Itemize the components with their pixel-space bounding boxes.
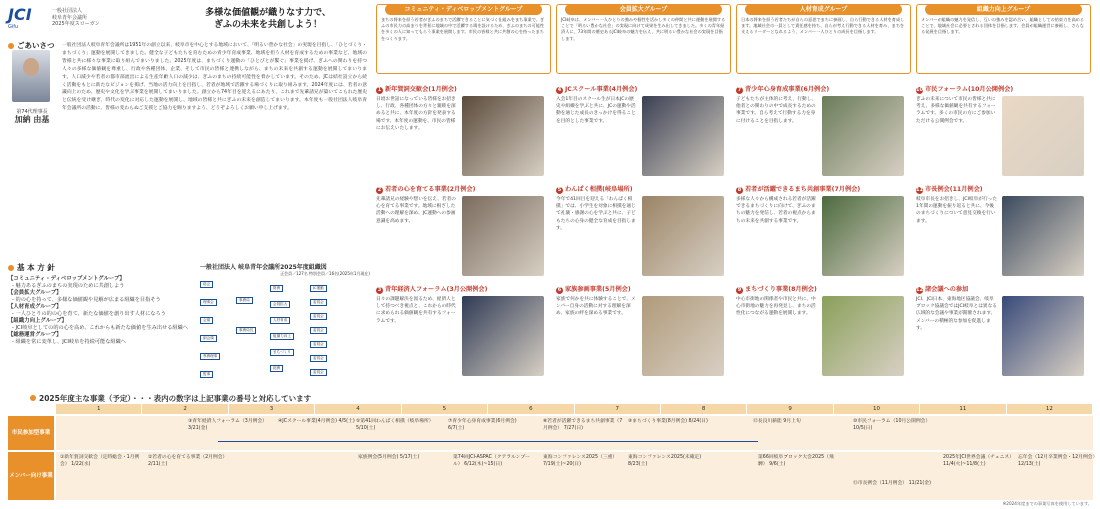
event-number-badge: 11 (916, 187, 923, 193)
event-number-badge: 9 (737, 287, 742, 293)
group-text: まちの将来を担う若者がぎふのまちで活躍できることに気づく仕組みをまち事業で。ぎふの市民力の高まりを背景に地域の中で活躍する場を設けるため、ぎふのまちの可能性を多くの人に知ってもらう事業を展開します。市民の皆様と共に共創の心を持ったまちをつくります。 (381, 17, 545, 41)
event-number-badge: 6 (557, 287, 562, 293)
org-chart-box: 委員会 (310, 327, 327, 334)
policy-item-heading: 【会員拡大グループ】 (8, 290, 62, 296)
event-photo (642, 96, 724, 176)
org-chart-box: 財務 (270, 285, 283, 292)
citizen-event: ④JCスクール事業(4月例会) 4/5(土) (278, 419, 355, 424)
policy-item (8, 276, 188, 290)
org-chart-box: 副会頭 (200, 335, 217, 342)
month-header: 11 (920, 404, 1006, 414)
logo-subtitle: Gifu (8, 24, 19, 30)
event-card-text: 家族で何かを共に体験することで、メンバー自身の活動に対する理解を深め、家族の絆を深める事業です。 (556, 297, 636, 317)
greeting-title: ごあいさつ (8, 40, 55, 51)
org-chart-box: まちづくり (270, 349, 294, 356)
event-card-title (556, 186, 724, 194)
policy-item-heading: 【人材育成グループ】 (8, 304, 62, 310)
org-chart-box: 委員会 (310, 313, 327, 320)
org-chart-box: 監事 (200, 371, 213, 378)
policy-item-heading: 【コミュニティ・ディベロップメントグループ】 (8, 276, 125, 282)
event-card-text: 日々の課題解決を図るため、経済人として持つべき視点と、これからの時代に求められる価値観を共有するフォーラムです。 (376, 297, 456, 324)
event-number-badge: 10 (916, 87, 923, 93)
event-card (556, 86, 724, 182)
org-chart-title: 一般社団法人 岐阜青年会議所2025年度組織図 (200, 264, 327, 271)
policy-item-text: - 的の心を持って、多様な価値観や見解が広まる組織を目指そう (12, 297, 161, 303)
org-chart-box: 委員会 (310, 355, 327, 362)
row-citizen: 市民参加型事業 (8, 416, 54, 450)
org-name: 一般社団法人 岐阜青年会議所 2025年度スローガン (52, 8, 100, 27)
event-title-text: 市長例会(11月例会) (925, 186, 983, 193)
group-title: コミュニティ・ディベロップメントグループ (385, 4, 542, 15)
member-event: 東海コンファレンス2025（三重） 7/19(土)~20(日) (543, 455, 618, 467)
month-header: 4 (315, 404, 401, 414)
org-chart-box: 委員会 (310, 341, 327, 348)
citizen-event: ⑧若者が活躍できるまち共創事業（7月例会） 7/27(日) (543, 419, 623, 431)
president-photo (12, 50, 50, 102)
citizen-event: ⑨まちづくり事業(8月例会) 8/24(日) (628, 419, 708, 424)
event-card-title (736, 186, 904, 194)
group-panel (916, 4, 1091, 74)
event-card (556, 286, 724, 382)
jci-logo: JCI (8, 5, 32, 24)
event-photo (822, 196, 904, 276)
event-number-badge: 5 (557, 187, 562, 193)
event-card (556, 186, 724, 282)
header (8, 5, 368, 37)
group-text: JCI岐阜は、メンバー一人ひとりの強みや個性を活かし多くの仲間と共に運動を展開することで「明るい豊かな社会」の実現に向けて成果を生み出してきました。多くの青年経済人に、73年間の歴史あるJCI岐阜の魅力を伝え、共に明るい豊かな社会の実現を目指します。 (561, 17, 726, 41)
schedule (8, 393, 1098, 503)
event-card-title (736, 286, 904, 294)
group-title: 組織力向上グループ (925, 4, 1082, 15)
org-chart (200, 262, 370, 382)
event-title-text: JCスクール事業(4月例会) (565, 86, 638, 93)
member-event: ②若者の心を育てる事業（2月例会） 2/11(土) (148, 455, 228, 467)
event-number-badge: 7 (737, 87, 742, 93)
org-chart-box: 会頭 (200, 317, 213, 324)
citizen-event: ③青年経済人フォーラム（3月例会） 3/21(金) (188, 419, 268, 431)
policy-item-text: - JCI岐阜としての的の心を高め、これからも新たな価値を生み出せる組織へ (12, 325, 188, 331)
policy-item (8, 304, 188, 318)
month-header: 8 (661, 404, 747, 414)
group-panel (556, 4, 731, 74)
policy-item-text: - 一人ひとりの的の心を育て、新たな価値を創り出す人材になろう (12, 311, 166, 317)
event-card-title (916, 86, 1084, 94)
policy-item-heading: 【総務運営グループ】 (8, 332, 62, 338)
event-number-badge: 8 (737, 187, 742, 193)
event-photo (642, 196, 724, 276)
president-name: 第74代理事長 加納 由基 (14, 109, 50, 124)
group-title: 人材育成グループ (745, 4, 902, 15)
event-card-title (376, 186, 544, 194)
policy-title: 基 本 方 針 (8, 262, 188, 273)
citizen-event: ⑫長良川薪能 9月上旬 (753, 419, 801, 424)
month-header: 7 (575, 404, 661, 414)
event-card (916, 186, 1084, 282)
event-card-text: ぎふの未来について市民の皆様と共に考え、多様な価値観を共有するフォーラムです。多くの市民の方にご参加いただける公開例会です。 (916, 97, 996, 124)
event-card-text: 入会1年目のスクール生が日本JCの歴史や組織を学ぶと共に、JCの運動や活動を通じた成長のきっかけを得ることを目的とした事業です。 (556, 97, 636, 124)
citizen-event: ⑦青少年心身育成事業(6月例会) 6/7(土) (448, 419, 517, 431)
event-card-text: 日頃お世話になっている皆様をお招きし、行政、各種団体の方々と親睦を深めると共に、本年度の方針を発表する場です。本年度の運動を、市民の皆様にお伝えいたします。 (376, 97, 456, 131)
event-card-text: JCI、JCI日本、東海地区協議会、岐阜ブロック協議会ではJCI岐阜とは異なる広域的な会議や事業が開催されます。メンバーの積極的な参加を促進します。 (916, 297, 997, 331)
member-event: ⑪市長例会（11月例会） 11/21(金) (853, 481, 931, 486)
event-card (916, 86, 1084, 182)
schedule-arrow (218, 441, 758, 442)
event-title-text: 青少年心身育成事業(6月例会) (745, 86, 830, 93)
event-card (736, 186, 904, 282)
org-chart-box: 事務局 (236, 297, 253, 304)
event-title-text: 若者が活躍できるまち共創事業(7月例会) (745, 186, 861, 193)
month-header: 9 (747, 404, 833, 414)
event-card (736, 86, 904, 182)
row-member: メンバー向け事業 (8, 452, 54, 500)
event-photo (1002, 196, 1084, 276)
event-card-text: 岐阜市長をお招きし、JCI岐阜が行った1年間の運動を振り返ると共に、今後のまちづくりについて意見交換を行います。 (916, 197, 998, 224)
month-header: 10 (834, 404, 920, 414)
event-photo (462, 96, 544, 176)
event-photo (462, 196, 544, 276)
schedule-title: 2025年度主な事業（予定）・・・表内の数字は上記事業の番号と対応しています (30, 393, 311, 404)
slogan: 多様な価値観が織りなす力で、 ぎふの未来を共創しよう！ (205, 8, 331, 30)
org-chart-box: 総務 (270, 365, 283, 372)
event-title-text: 家族参画事業(5月例会) (565, 286, 631, 293)
event-photo (822, 296, 904, 376)
event-title-text: 新年賀詞交歓会(1月例会) (385, 86, 457, 93)
org-chart-box: 総会 (200, 281, 213, 288)
policy-item (8, 290, 188, 304)
org-chart-box: 人材育成 (270, 317, 290, 324)
event-card-text: 中心市街地の関係者や市民と共に、中心市街地の魅力を再発見し、まちの活性化につながる運動を展開します。 (736, 297, 816, 317)
event-number-badge: 3 (377, 287, 382, 293)
basic-policy (8, 262, 188, 346)
event-title-text: まちづくり事業(8月例会) (745, 286, 817, 293)
policy-item-text: - 魅力あるぎふのまちの実現のために共創しよう (12, 283, 125, 289)
org-chart-box: 専務理事 (200, 353, 220, 360)
event-photo (822, 96, 904, 176)
month-header: 5 (402, 404, 488, 414)
event-title-text: 青年経済人フォーラム(3月公開例会) (385, 286, 488, 293)
event-photo (642, 296, 724, 376)
group-panel (736, 4, 911, 74)
org-chart-box: 委員会 (310, 369, 327, 376)
member-event: 2025年JCI世界会議（チュニス） 11/4(火)~11/8(土) (943, 455, 1015, 467)
event-card-title (376, 86, 544, 94)
group-text: 日本の将来を担う若者たちが自らの意思でまちに参画し、自ら行動できる人材を育成します。地域社会の一員として責任感を持ち、自らが考え行動できる人材を育み、まちを支えるリーダーとなれるよう、メンバー一人ひとりの成長を目指します。 (741, 17, 905, 35)
event-card (916, 286, 1084, 382)
event-number-badge: 12 (916, 287, 923, 293)
month-header: 3 (229, 404, 315, 414)
footnote: ※2024年度までの事業写真を使用しています。 (1002, 501, 1092, 506)
event-card-text: 今年で41回目を迎える「わんぱく相撲」では、小学生を対象に相撲を通じて礼儀・感謝の心を学ぶと共に、子どもたちの心身の健全な育成を目指します。 (556, 197, 636, 231)
event-number-badge: 4 (557, 87, 562, 93)
event-photo (1002, 96, 1084, 176)
event-number-badge: 1 (377, 87, 382, 93)
group-panel (376, 4, 551, 74)
event-photo (462, 296, 544, 376)
org-chart-sub: 正会員／127名 特別会員／16名(2025年1月現在) (280, 271, 370, 276)
citizen-event: ⑩市民フォーラム（10月公開例会） 10/5(日) (853, 419, 931, 431)
event-card-title (916, 186, 1084, 194)
event-title-text: 市民フォーラム(10月公開例会) (925, 86, 1014, 93)
member-event: 第74回JCI-ASPAC（クアラルンプール） 6/12(木)~15(日) (453, 455, 530, 467)
group-title: 会員拡大グループ (565, 4, 722, 15)
org-chart-box: JC運動 (310, 285, 327, 292)
event-title-text: 若者の心を育てる事業(2月例会) (385, 186, 476, 193)
member-event: 家族例会(5月例会) 5/17(土) (358, 455, 420, 460)
event-card-title (556, 286, 724, 294)
policy-item-text: - 組織を常に変革し、JCI岐阜を持続可能な組織へ (12, 339, 126, 345)
event-card-title (736, 86, 904, 94)
event-card (736, 286, 904, 382)
policy-item-heading: 【組織力向上グループ】 (8, 318, 67, 324)
event-title-text: 諸会議への参加 (925, 286, 969, 293)
event-card-text: 子どもたちが主体的に考え、行動し、他者との関わりの中で成長するための事業です。自ら考えて行動する力を身に付けることを目指します。 (736, 97, 816, 124)
event-card-text: 多様な人々から構成される若者が活躍できるまちづくりに向けて、ぎふのまちの魅力を発信し、若者の視点からまちの未来を共創する事業です。 (736, 197, 816, 224)
event-card (376, 186, 544, 282)
member-event: 忘年会（12月卒業例会・12月例会） 12/13(土) (1018, 455, 1098, 467)
event-photo (1002, 296, 1084, 376)
org-chart-box: 会員拡大 (270, 301, 290, 308)
org-chart-box: 組織力向上 (270, 333, 294, 340)
event-card (376, 286, 544, 382)
member-event: 第66回岐阜ブロック大会2025（飛騨） 9/6(土) (758, 455, 834, 467)
org-chart-box: 事務局長 (236, 327, 256, 334)
event-card-text: 先輩諸兄の経験や想いを伝え、若者の心を育てる事業です。地域に根ざした活動への理解を深め、JC運動への参画意識を高めます。 (376, 197, 456, 224)
event-card-title (916, 286, 1084, 294)
month-header: 6 (488, 404, 574, 414)
member-event: 東海コンファレンス2025(未確定) 8/23(土) (628, 455, 702, 467)
member-event: ①新年賀詞交歓会（定時総会・1月例会） 1/22(水) (60, 455, 140, 467)
policy-item (8, 332, 188, 346)
citizen-event: ⑤第41回わんぱく相撲（岐阜場所） 5/10(土) (356, 419, 434, 431)
policy-item (8, 318, 188, 332)
group-text: メンバーが組織の魅力を発信し、互いの強みを認め合い、組織としての結束力を高めることで、地域社会に必要とされる団体を目指します。会員が組織運営に参画し、さらなる発展を目指します。 (921, 17, 1085, 35)
event-card-title (556, 86, 724, 94)
event-card-title (376, 286, 544, 294)
month-header: 2 (142, 404, 228, 414)
org-chart-box: 理事会 (200, 299, 217, 306)
month-header: 1 (56, 404, 142, 414)
event-number-badge: 2 (377, 187, 382, 193)
event-card (376, 86, 544, 182)
org-chart-box: 委員会 (310, 299, 327, 306)
event-title-text: わんぱく相撲(岐阜場所) (565, 186, 633, 193)
month-header: 12 (1007, 404, 1093, 414)
greeting-text: 一般社団法人岐阜青年会議所は1951年の創立以来、岐阜市を中心とする地域において、「明るい豊かな社会」の実現を目指し、「ひとづくり・まちづくり」運動を展開してきました。健全な子どもたちを育むための青少年育成事業、地域を担う人材を育成するための事業など、地域の皆様と共に様々な事業に取り組んでまいりました。2025年度は、まちづくり運動の「ひとびとが繋ぐ」事業を掲げ、ぎふへの関わりを持つ人々の多様な価値観を尊重し、行政や各種団体、企業、そして市民の皆様と連携しながら、まちの未来を共創する運動を展開してまいります。人口減少や若者の都市部流出による生産年齢人口の減少は、ぎふのまちの持続可能性を脅かしています。そのため、JCは結社設立から続く活動をもとに新たなビジョンを掲げ、当地の活力向上を目指し、若者が地域で活躍する場づくりに取り組みます。2024年度には、若者の意識向上のため、歴史や文化を学ぶ事業を展開してまいりました。創立から74年目を迎えるにあたり、これまで先輩諸兄が築いてこられた歴史と伝統を受け継ぎ、時代の変化に対応した運動を展開し、地域の皆様と共にぎふの未来を創造してまいります。本年度も一般社団法人岐阜青年会議所の活動に、皆様の変わらぬご支援とご協力を賜りますよう、どうぞよろしくお願い申し上げます。 (62, 43, 367, 112)
